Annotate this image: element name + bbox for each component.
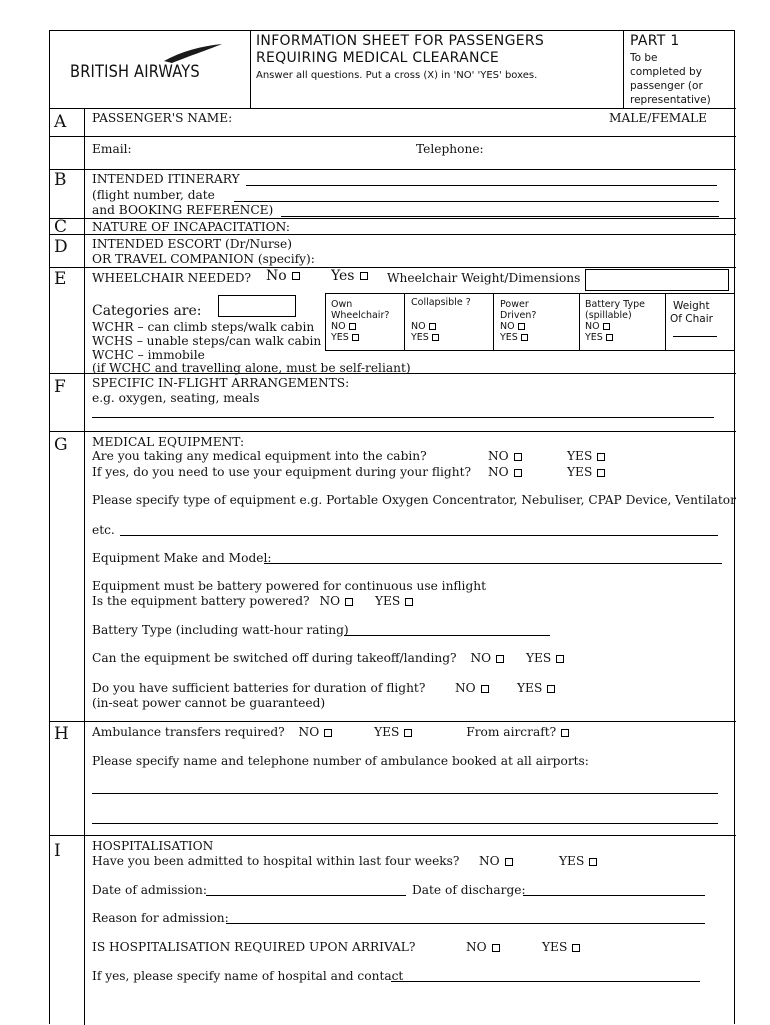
admission-reason-field[interactable] xyxy=(226,923,705,924)
equipment-in-cabin-no-option xyxy=(488,449,522,463)
battery-spillable-yes-checkbox[interactable] xyxy=(606,334,613,341)
divider xyxy=(50,721,736,722)
gender-label: MALE/FEMALE xyxy=(609,111,707,125)
category-wchc-note: (if WCHC and travelling alone, must be self-reliant) xyxy=(92,361,411,375)
itinerary-field[interactable] xyxy=(246,185,717,186)
equipment-during-flight-no-option xyxy=(488,465,522,479)
equipment-make-model-field[interactable] xyxy=(264,563,722,564)
category-wchr: WCHR – can climb steps/walk cabin xyxy=(92,320,315,334)
form-instruction: Answer all questions. Put a cross (X) in 'NO' 'YES' boxes. xyxy=(256,70,538,81)
own-wheelchair-header: Own xyxy=(331,299,353,310)
hospital-admission-yes-label: YES xyxy=(559,854,585,868)
equipment-in-cabin-question: Are you taking any medical equipment into the cabin? xyxy=(92,449,427,463)
ambulance-no-checkbox[interactable] xyxy=(324,729,332,737)
arrival-hospitalisation-no-checkbox[interactable] xyxy=(492,944,500,952)
companion-label: OR TRAVEL COMPANION (specify): xyxy=(92,252,315,266)
divider xyxy=(50,169,736,170)
arrival-no-label: NO xyxy=(466,940,487,954)
itinerary-label: INTENDED ITINERARY xyxy=(92,172,240,186)
collapsible-yes-checkbox[interactable] xyxy=(432,334,439,341)
equipment-during-flight-yes-checkbox[interactable] xyxy=(597,469,605,477)
form-title-line2: REQUIRING MEDICAL CLEARANCE xyxy=(256,50,499,66)
section-letter-b: B xyxy=(54,170,67,190)
sufficient-batteries-yes-label: YES xyxy=(517,681,543,695)
inflight-arrangements-field[interactable] xyxy=(92,417,714,418)
battery-spillable-yes-label: YES xyxy=(585,332,603,343)
part-note-3: passenger (or xyxy=(630,80,703,92)
no-label: NO xyxy=(488,465,509,479)
wheelchair-dimensions-field[interactable] xyxy=(585,269,729,291)
equipment-during-flight-question: If yes, do you need to use your equipment during your flight? xyxy=(92,465,472,479)
battery-type-header-2: (spillable) xyxy=(585,310,632,321)
yes-label: YES xyxy=(567,465,593,479)
equipment-during-flight-no-checkbox[interactable] xyxy=(514,469,522,477)
power-driven-no-checkbox[interactable] xyxy=(518,323,525,330)
table-divider xyxy=(579,293,580,351)
hospital-admission-no-checkbox[interactable] xyxy=(505,858,513,866)
discharge-date-field[interactable] xyxy=(523,895,705,896)
divider xyxy=(50,267,736,268)
arrival-yes-label: YES xyxy=(542,940,568,954)
from-aircraft-label: From aircraft? xyxy=(466,725,557,739)
hospitalisation-title: HOSPITALISATION xyxy=(92,839,214,853)
part-note-2: completed by xyxy=(630,66,702,78)
ambulance-details-field-1[interactable] xyxy=(92,793,718,794)
category-wchc: WCHC – immobile xyxy=(92,348,205,362)
inflight-arrangements-label: SPECIFIC IN-FLIGHT ARRANGEMENTS: xyxy=(92,376,350,390)
divider xyxy=(50,218,736,219)
hospital-contact-field[interactable] xyxy=(391,981,700,982)
hospital-admission-question: Have you been admitted to hospital within last four weeks? xyxy=(92,854,460,868)
switch-off-yes-label: YES xyxy=(525,651,552,665)
battery-powered-yes-label: YES xyxy=(374,594,401,608)
collapsible-yes-option xyxy=(411,332,439,343)
weight-of-chair-header: Weight xyxy=(673,300,710,312)
battery-spillable-no-option xyxy=(585,321,610,332)
weight-of-chair-field[interactable] xyxy=(673,336,717,337)
section-letter-f: F xyxy=(54,377,66,397)
table-divider xyxy=(404,293,405,351)
yes-label: YES xyxy=(567,449,593,463)
arrival-hospitalisation-no-option xyxy=(466,940,500,954)
divider xyxy=(50,431,736,432)
seat-power-note: (in-seat power cannot be guaranteed) xyxy=(92,696,326,710)
collapsible-no-label: NO xyxy=(411,321,426,332)
switch-off-question-row xyxy=(92,651,564,665)
section-letter-i: I xyxy=(54,841,61,861)
email-label: Email: xyxy=(92,142,132,156)
arrival-hospitalisation-yes-checkbox[interactable] xyxy=(572,944,580,952)
battery-powered-no-label: NO xyxy=(319,594,341,608)
category-field[interactable] xyxy=(218,295,296,317)
own-wheelchair-header-2: Wheelchair? xyxy=(331,310,390,321)
itinerary-field-2[interactable] xyxy=(234,201,719,202)
divider xyxy=(50,108,736,109)
own-wheelchair-no-label: NO xyxy=(331,321,346,332)
categories-label: Categories are: xyxy=(92,303,202,319)
equipment-in-cabin-yes-checkbox[interactable] xyxy=(597,453,605,461)
hospital-admission-yes-option xyxy=(559,854,597,868)
collapsible-header: Collapsible ? xyxy=(411,297,471,308)
header-divider-left xyxy=(250,31,251,108)
own-wheelchair-yes-label: YES xyxy=(331,332,349,343)
booking-reference-label: and BOOKING REFERENCE) xyxy=(92,203,274,217)
hospital-admission-yes-checkbox[interactable] xyxy=(589,858,597,866)
letter-column-divider xyxy=(84,108,85,1025)
header-divider-right xyxy=(623,31,624,108)
power-driven-yes-label: YES xyxy=(500,332,518,343)
part-note-1: To be xyxy=(630,52,658,64)
itinerary-sub-label: (flight number, date xyxy=(92,188,215,202)
escort-label: INTENDED ESCORT (Dr/Nurse) xyxy=(92,237,293,251)
form-title-line1: INFORMATION SHEET FOR PASSENGERS xyxy=(256,33,545,49)
weight-of-chair-header-2: Of Chair xyxy=(670,313,713,325)
power-driven-header: Power xyxy=(500,299,529,310)
collapsible-no-option xyxy=(411,321,436,332)
admission-date-field[interactable] xyxy=(206,895,406,896)
wheelchair-yes-label: Yes xyxy=(331,268,355,284)
battery-type-header: Battery Type xyxy=(585,299,646,310)
ambulance-yes-label: YES xyxy=(374,725,400,739)
section-letter-c: C xyxy=(54,217,68,237)
switch-off-yes-checkbox[interactable] xyxy=(556,655,564,663)
own-wheelchair-yes-checkbox[interactable] xyxy=(352,334,359,341)
discharge-date-label: Date of discharge: xyxy=(412,883,526,897)
battery-spillable-no-checkbox[interactable] xyxy=(603,323,610,330)
section-letter-d: D xyxy=(54,237,68,257)
switch-off-no-label: NO xyxy=(470,651,492,665)
power-driven-yes-checkbox[interactable] xyxy=(521,334,528,341)
equipment-make-model-label: Equipment Make and Model: xyxy=(92,551,272,565)
ambulance-details-instruction: Please specify name and telephone number of ambulance booked at all airports: xyxy=(92,754,589,768)
battery-powered-question-row xyxy=(92,594,413,608)
battery-type-label: Battery Type (including watt-hour rating) xyxy=(92,623,349,637)
power-driven-header-2: Driven? xyxy=(500,310,537,321)
battery-powered-note: Equipment must be battery powered for continuous use inflight xyxy=(92,579,486,593)
wheelchair-no-label: No xyxy=(266,268,287,284)
booking-reference-field[interactable] xyxy=(281,216,719,217)
battery-type-field[interactable] xyxy=(344,635,550,636)
power-driven-yes-option xyxy=(500,332,528,343)
divider xyxy=(50,136,736,137)
collapsible-yes-label: YES xyxy=(411,332,429,343)
section-letter-e: E xyxy=(54,269,67,289)
section-letter-g: G xyxy=(54,435,68,455)
wheelchair-yes-checkbox[interactable] xyxy=(360,272,368,280)
switch-off-question: Can the equipment be switched off during takeoff/landing? xyxy=(92,651,457,665)
ambulance-no-label: NO xyxy=(298,725,320,739)
hospital-admission-no-option xyxy=(479,854,513,868)
equipment-type-field[interactable] xyxy=(120,535,718,536)
battery-spillable-yes-option xyxy=(585,332,613,343)
own-wheelchair-no-option xyxy=(331,321,356,332)
wheelchair-needed-label: WHEELCHAIR NEEDED? xyxy=(92,271,252,285)
battery-powered-yes-checkbox[interactable] xyxy=(405,598,413,606)
table-divider xyxy=(665,293,666,351)
ambulance-details-field-2[interactable] xyxy=(92,823,718,824)
ambulance-yes-checkbox[interactable] xyxy=(404,729,412,737)
hospital-admission-no-label: NO xyxy=(479,854,500,868)
wheelchair-yes-option xyxy=(331,269,368,283)
brand-name: BRITISH AIRWAYS xyxy=(70,62,200,82)
collapsible-no-checkbox[interactable] xyxy=(429,323,436,330)
equipment-in-cabin-no-checkbox[interactable] xyxy=(514,453,522,461)
section-letter-a: A xyxy=(54,112,67,132)
sufficient-batteries-no-option xyxy=(455,681,489,695)
table-divider xyxy=(493,293,494,351)
hospital-contact-label: If yes, please specify name of hospital and contact xyxy=(92,969,404,983)
divider xyxy=(50,835,736,836)
medical-clearance-form xyxy=(49,30,735,1024)
equipment-in-cabin-yes-option xyxy=(567,449,605,463)
own-wheelchair-no-checkbox[interactable] xyxy=(349,323,356,330)
part-label: PART 1 xyxy=(630,33,680,49)
divider xyxy=(50,234,736,235)
sufficient-batteries-yes-option xyxy=(517,681,555,695)
battery-powered-no-checkbox[interactable] xyxy=(345,598,353,606)
inflight-arrangements-examples: e.g. oxygen, seating, meals xyxy=(92,391,260,405)
from-aircraft-checkbox[interactable] xyxy=(561,729,569,737)
admission-reason-label: Reason for admission: xyxy=(92,911,229,925)
power-driven-no-option xyxy=(500,321,525,332)
ambulance-question-row xyxy=(92,725,569,739)
no-label: NO xyxy=(488,449,509,463)
passenger-name-label: PASSENGER'S NAME: xyxy=(92,111,233,125)
wheelchair-dimensions-label: Wheelchair Weight/Dimensions xyxy=(387,271,581,285)
incapacitation-label: NATURE OF INCAPACITATION: xyxy=(92,220,290,234)
battery-powered-question: Is the equipment battery powered? xyxy=(92,594,310,608)
sufficient-batteries-no-checkbox[interactable] xyxy=(481,685,489,693)
ambulance-question: Ambulance transfers required? xyxy=(92,725,285,739)
admission-date-label: Date of admission: xyxy=(92,883,207,897)
medical-equipment-title: MEDICAL EQUIPMENT: xyxy=(92,435,245,449)
equipment-etc-label: etc. xyxy=(92,523,115,537)
sufficient-batteries-no-label: NO xyxy=(455,681,476,695)
part-note-4: representative) xyxy=(630,94,711,106)
battery-spillable-no-label: NO xyxy=(585,321,600,332)
own-wheelchair-yes-option xyxy=(331,332,359,343)
switch-off-no-checkbox[interactable] xyxy=(496,655,504,663)
power-driven-no-label: NO xyxy=(500,321,515,332)
equipment-type-instruction: Please specify type of equipment e.g. Portable Oxygen Concentrator, Nebuliser, CPAP Device, Ventilator xyxy=(92,493,736,507)
wheelchair-no-checkbox[interactable] xyxy=(292,272,300,280)
sufficient-batteries-yes-checkbox[interactable] xyxy=(547,685,555,693)
sufficient-batteries-question: Do you have sufficient batteries for duration of flight? xyxy=(92,681,426,695)
hospitalisation-arrival-question: IS HOSPITALISATION REQUIRED UPON ARRIVAL? xyxy=(92,940,416,954)
arrival-hospitalisation-yes-option xyxy=(542,940,580,954)
category-wchs: WCHS – unable steps/can walk cabin xyxy=(92,334,322,348)
section-letter-h: H xyxy=(54,724,69,744)
equipment-during-flight-yes-option xyxy=(567,465,605,479)
telephone-label: Telephone: xyxy=(416,142,484,156)
wheelchair-no-option xyxy=(266,269,300,283)
